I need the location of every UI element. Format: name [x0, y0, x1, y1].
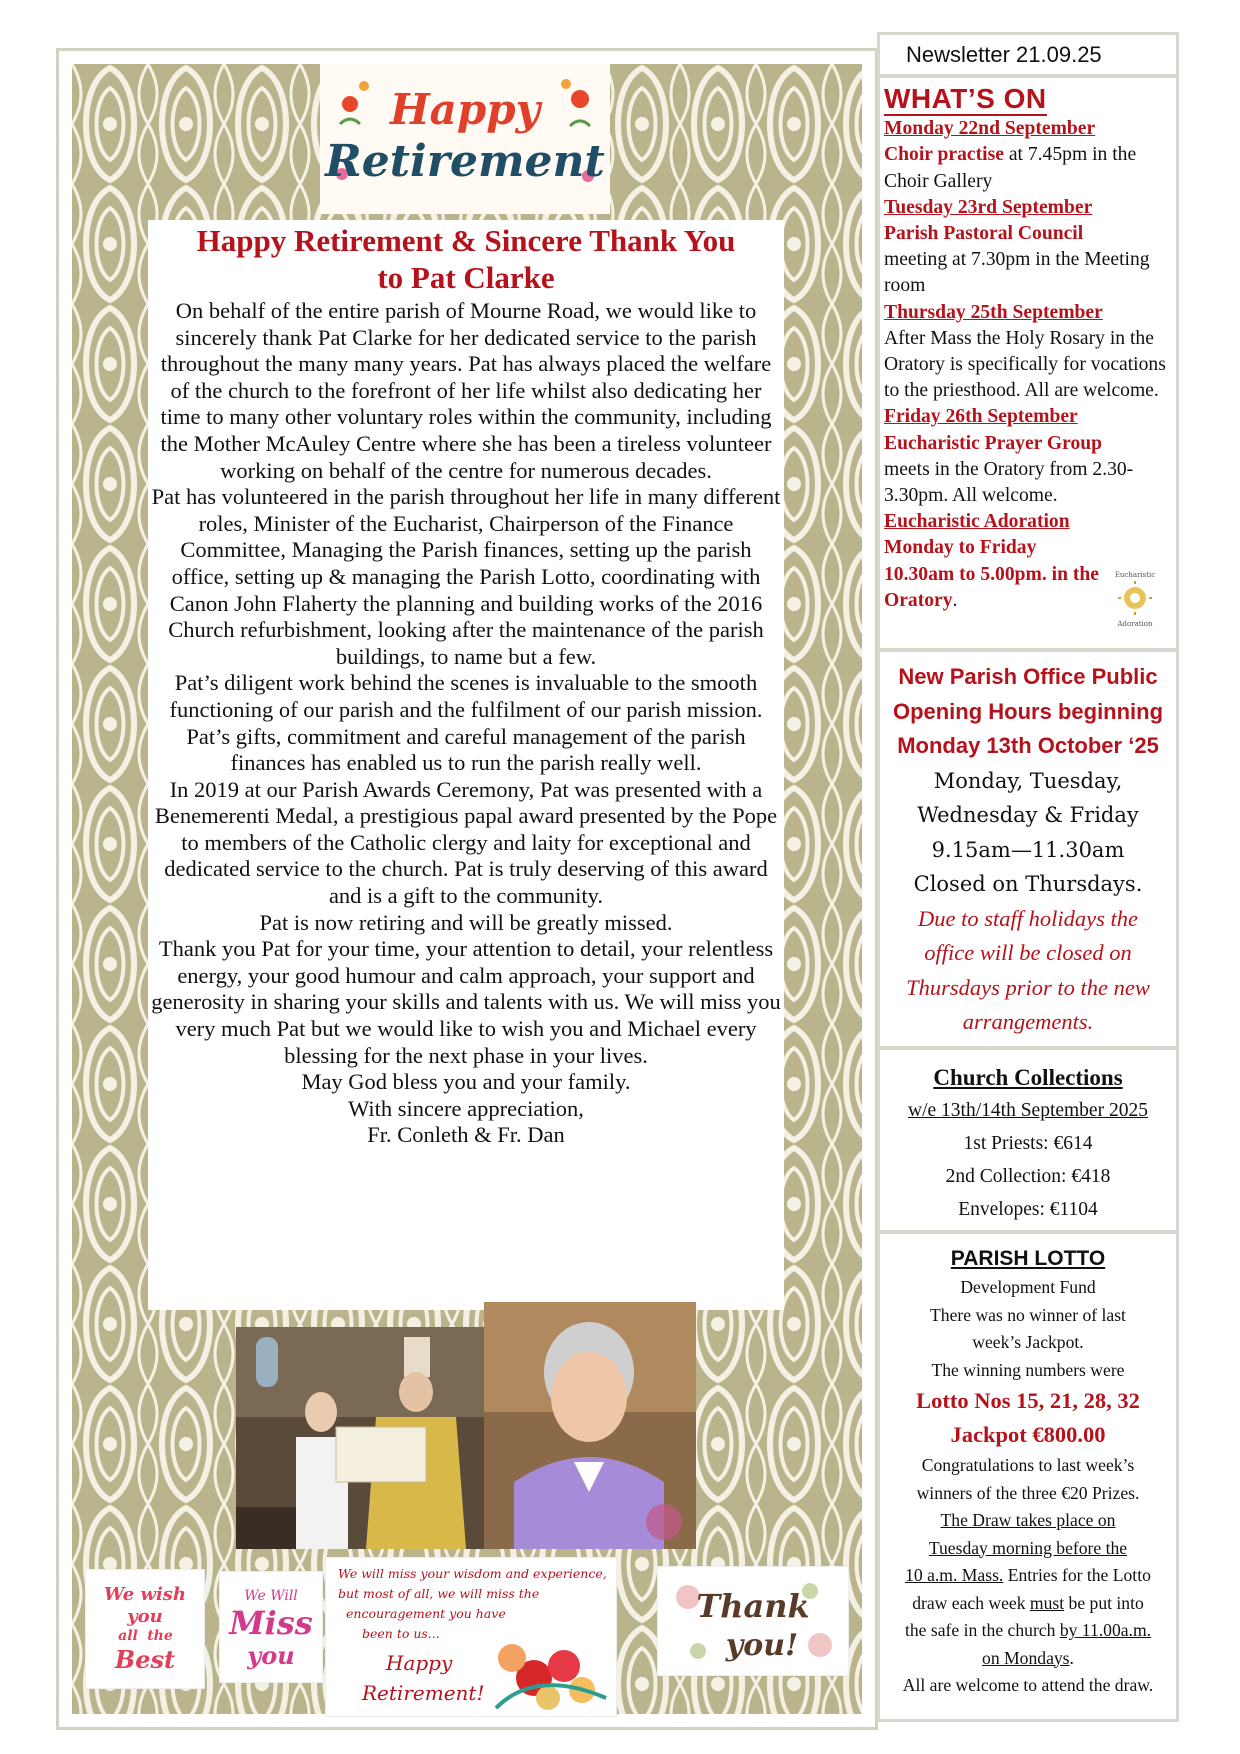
article-paragraph: Thank you Pat for your time, your attention to detail, your relentless energy, your good humour and calm approach, your support and generosity in sharing your skills and talents with us. We will miss you very much Pat but we would like to wish you and Michael every blessing for the next phase in your lives. — [151, 936, 781, 1068]
whats-on-section — [880, 78, 1176, 648]
divider — [880, 1230, 1176, 1234]
lotto-title: PARISH LOTTO — [950, 1247, 1106, 1270]
event-detail: at 7.45pm in the Choir Gallery — [884, 144, 1137, 192]
event-date: Thursday 25th September — [884, 301, 1103, 323]
event-date: Monday 22nd September — [884, 118, 1096, 140]
lotto-line — [880, 1645, 1176, 1673]
event-item — [884, 142, 1172, 194]
collection-line: 1st Priests: €614 — [963, 1133, 1093, 1154]
divider — [880, 648, 1176, 652]
lotto-span: the safe in the church — [904, 1620, 1060, 1640]
adoration-days: Monday to Friday — [884, 537, 1037, 559]
lotto-line — [880, 1617, 1176, 1645]
office-hours-line: Wednesday & Friday — [917, 803, 1139, 827]
card-wish-line: the — [147, 1628, 173, 1644]
event-detail: meets in the Oratory from 2.30-3.30pm. All welcome. — [884, 458, 1134, 507]
happy-retirement-banner — [320, 64, 610, 214]
article-paragraph: Pat’s diligent work behind the scenes is invaluable to the smooth functioning of our parish and the fulfilment of our parish mission. Pat’s gifts, commitment and careful management of the parish finances has enabled us to run the parish really well. — [169, 670, 763, 776]
article-paragraph: Pat has volunteered in the parish throughout her life in many different roles, Minister of the Eucharist, Chairperson of the Finance Committee, Managing the Parish finances, setting up the parish office, setting up & managing the Parish Lotto, coordinating with Canon John Flaherty the planning and building works of the 2016 Church refurbishment, looking after the maintenance of the parish buildings, to name but a few. — [151, 484, 781, 669]
adoration-time-wrap — [884, 562, 1114, 614]
lotto-line: The winning numbers were — [931, 1359, 1125, 1380]
event-date: Tuesday 23rd September — [884, 196, 1093, 218]
office-title-line: Opening Hours beginning — [892, 698, 1164, 724]
office-notice-line: Thursdays prior to the new — [906, 974, 1150, 1000]
lotto-section — [880, 1236, 1176, 1716]
icon-caption: Adoration — [1117, 620, 1153, 628]
we-will-miss-you-card — [220, 1572, 322, 1682]
portrait-photo — [484, 1302, 696, 1549]
banner-retirement-text: Retirement — [325, 136, 605, 187]
card-quote-line: We will miss your wisdom and experience, — [338, 1566, 607, 1581]
lotto-line: All are welcome to attend the draw. — [902, 1675, 1154, 1695]
article-paragraph: May God bless you and your family. — [301, 1069, 631, 1095]
article-paragraph: With sincere appreciation, — [348, 1095, 584, 1121]
event-detail: After Mass the Holy Rosary in the Oratory is specifically for vocations to the priesthood. All are welcome. — [884, 327, 1166, 402]
card-wish-line: Best — [114, 1645, 176, 1674]
card-quote-line: been to us... — [362, 1626, 440, 1641]
card-quote-line: Retirement! — [362, 1681, 485, 1705]
card-quote-line: Happy — [386, 1651, 453, 1675]
lotto-line — [880, 1562, 1176, 1590]
card-miss-line: Miss — [229, 1604, 313, 1642]
lotto-line: week’s Jackpot. — [972, 1332, 1084, 1352]
lotto-numbers: Lotto Nos 15, 21, 28, 32 — [916, 1388, 1140, 1413]
lotto-span: by 11.00a.m. — [1059, 1620, 1152, 1640]
card-quote-line: encouragement you have — [346, 1606, 506, 1621]
lotto-span: Entries for the Lotto — [1003, 1565, 1151, 1585]
lotto-span: draw each week — [912, 1592, 1030, 1613]
article-title-line2: to Pat Clarke — [377, 260, 555, 295]
card-thank-line: you! — [725, 1628, 799, 1663]
event-date: Friday 26th September — [884, 406, 1078, 428]
office-hours-section — [880, 654, 1176, 1044]
lotto-span: on Mondays — [982, 1647, 1070, 1668]
newsletter-date: Newsletter 21.09.25 — [880, 36, 1176, 74]
office-notice-line: arrangements. — [962, 1009, 1094, 1034]
lotto-span: must — [1029, 1592, 1065, 1613]
card-miss-line: you — [247, 1641, 295, 1670]
collections-week: w/e 13th/14th September 2025 — [908, 1100, 1148, 1121]
quote-flowers-card — [326, 1558, 616, 1716]
lotto-line: There was no winner of last — [930, 1304, 1126, 1325]
card-miss-line: We Will — [244, 1588, 298, 1604]
office-hours-line: Closed on Thursdays. — [913, 872, 1143, 896]
monstrance-icon — [1110, 568, 1160, 628]
card-wish-line: all — [118, 1628, 138, 1644]
divider — [880, 1046, 1176, 1050]
lotto-line — [880, 1590, 1176, 1618]
card-thank-line: Thank — [696, 1587, 810, 1625]
lotto-subtitle: Development Fund — [960, 1277, 1096, 1297]
office-title-line: New Parish Office Public — [898, 664, 1158, 689]
office-notice-line: Due to staff holidays the — [918, 905, 1138, 931]
article-paragraph: Pat is now retiring and will be greatly missed. — [259, 909, 673, 935]
office-title-line: Monday 13th October ‘25 — [897, 733, 1159, 758]
article-paragraph: In 2019 at our Parish Awards Ceremony, Pat was presented with a Benemerenti Medal, a prestigious papal award presented by the Pope to members of the Catholic clergy and laity for exceptional and dedicated service to the church. Pat is truly deserving of this award and is a gift to the community. — [154, 776, 778, 909]
thank-you-card — [658, 1567, 848, 1675]
lotto-line: Tuesday morning before the — [928, 1537, 1128, 1558]
card-wish-line: We wish — [103, 1584, 187, 1605]
article-signature: Fr. Conleth & Fr. Dan — [367, 1122, 565, 1148]
lotto-span: . — [1069, 1647, 1074, 1668]
adoration-time: 10.30am to 5.00pm. in the Oratory — [884, 563, 1099, 611]
event-title: Parish Pastoral Council — [884, 223, 1084, 245]
article-body — [150, 298, 782, 1149]
collections-section — [880, 1052, 1176, 1228]
lotto-span: 10 a.m. Mass. — [905, 1565, 1004, 1585]
lotto-jackpot: Jackpot €800.00 — [950, 1422, 1106, 1447]
adoration-period: . — [952, 589, 958, 611]
collection-line: Envelopes: €1104 — [958, 1199, 1098, 1220]
medal-presentation-photo — [236, 1327, 484, 1549]
collections-title: Church Collections — [933, 1065, 1123, 1090]
event-title: Choir practise — [884, 144, 1004, 166]
office-hours-line: 9.15am—11.30am — [931, 837, 1125, 862]
banner-happy-text: Happy — [389, 85, 541, 134]
we-wish-you-best-card — [86, 1570, 204, 1688]
icon-caption: Eucharistic — [1114, 571, 1156, 579]
card-quote-line: but most of all, we will miss the — [338, 1586, 540, 1601]
lotto-span: be put into — [1064, 1592, 1144, 1613]
lotto-line: The Draw takes place on — [940, 1510, 1116, 1530]
article-paragraph: On behalf of the entire parish of Mourne Road, we would like to sincerely thank Pat Clarke for her dedicated service to the parish throughout the many many years. Pat has always placed the welfare of the church to the forefront of her life whilst also dedicating her time to many other voluntary roles within the community, including the Mother McAuley Centre where she has been a tireless volunteer working on behalf of the centre for numerous decades. — [160, 298, 772, 483]
adoration-title: Eucharistic Adoration — [884, 511, 1070, 533]
office-hours-line: Monday, Tuesday, — [933, 768, 1123, 793]
article-title-line1: Happy Retirement & Sincere Thank You — [196, 223, 736, 258]
event-title: Eucharistic Prayer Group — [884, 432, 1103, 454]
lotto-line: Congratulations to last week’s — [921, 1455, 1135, 1475]
card-wish-line: you — [127, 1606, 163, 1627]
event-detail: meeting at 7.30pm in the Meeting room — [884, 249, 1150, 297]
article-title — [148, 222, 784, 296]
whats-on-heading: WHAT’S ON — [884, 83, 1047, 114]
collection-line: 2nd Collection: €418 — [945, 1166, 1111, 1187]
office-notice-line: office will be closed on — [924, 940, 1132, 965]
lotto-line: winners of the three €20 Prizes. — [916, 1482, 1140, 1503]
